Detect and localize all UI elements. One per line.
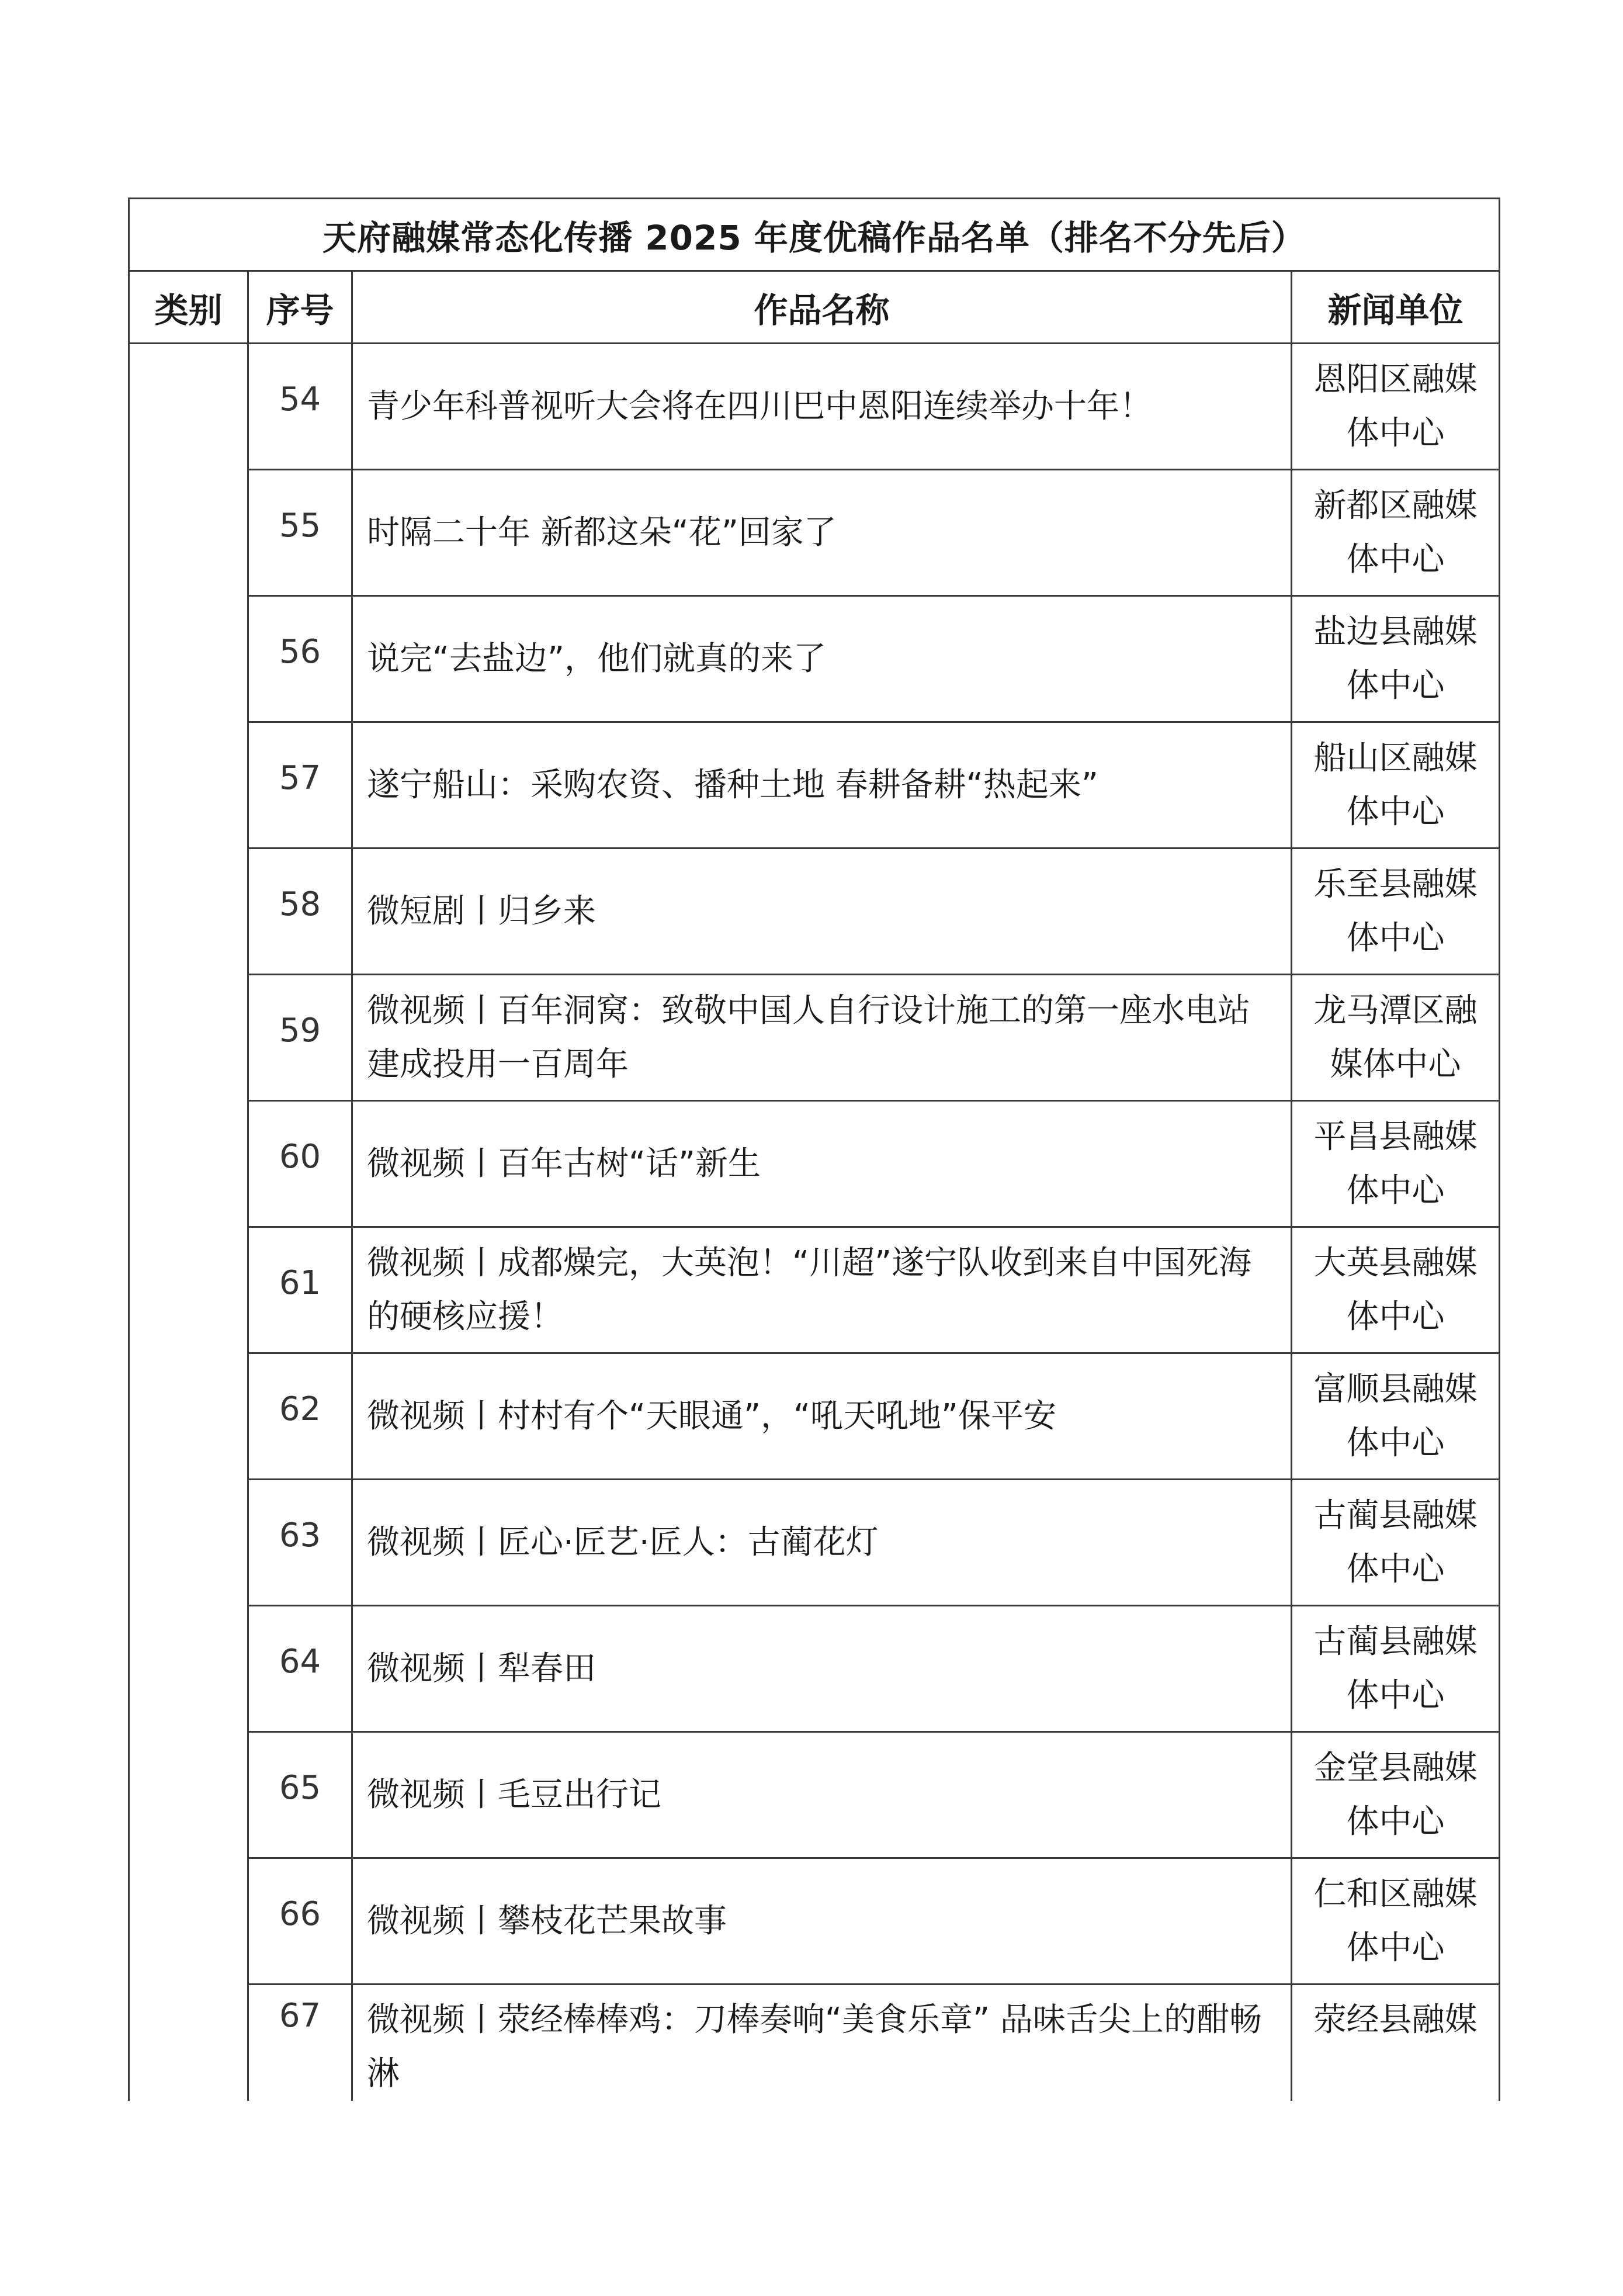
table-row	[129, 1353, 1500, 1480]
news-unit: 平昌县融媒体中心	[1292, 1101, 1500, 1227]
row-number: 64	[248, 1606, 352, 1732]
table-row	[129, 596, 1500, 722]
row-number: 58	[248, 849, 352, 975]
header-news-unit: 新闻单位	[1292, 271, 1500, 344]
work-title: 微视频丨荥经棒棒鸡：刀棒奏响“美食乐章” 品味舌尖上的酣畅淋	[352, 1985, 1292, 2101]
row-number: 60	[248, 1101, 352, 1227]
work-title: 说完“去盐边”，他们就真的来了	[352, 596, 1292, 722]
row-number: 67	[248, 1985, 352, 2101]
table-row	[129, 1101, 1500, 1227]
news-unit: 船山区融媒体中心	[1292, 722, 1500, 849]
table-row	[129, 849, 1500, 975]
work-title: 微视频丨匠心·匠艺·匠人：古蔺花灯	[352, 1480, 1292, 1606]
news-unit: 新都区融媒体中心	[1292, 470, 1500, 596]
news-unit: 仁和区融媒体中心	[1292, 1858, 1500, 1985]
row-number: 57	[248, 722, 352, 849]
work-title: 遂宁船山：采购农资、播种土地 春耕备耕“热起来”	[352, 722, 1292, 849]
row-number: 62	[248, 1353, 352, 1480]
table-row	[129, 344, 1500, 470]
table-row	[129, 975, 1500, 1101]
row-number: 56	[248, 596, 352, 722]
row-number: 61	[248, 1227, 352, 1353]
work-title: 时隔二十年 新都这朵“花”回家了	[352, 470, 1292, 596]
row-number: 66	[248, 1858, 352, 1985]
table-row	[129, 1858, 1500, 1985]
row-number: 65	[248, 1732, 352, 1858]
news-unit: 古蔺县融媒体中心	[1292, 1480, 1500, 1606]
row-number: 54	[248, 344, 352, 470]
work-title: 青少年科普视听大会将在四川巴中恩阳连续举办十年！	[352, 344, 1292, 470]
work-title: 微视频丨成都燥完，大英泡！“川超”遂宁队收到来自中国死海的硬核应援！	[352, 1227, 1292, 1353]
row-number: 63	[248, 1480, 352, 1606]
table-row	[129, 1227, 1500, 1353]
table-row	[129, 1480, 1500, 1606]
work-title: 微视频丨村村有个“天眼通”，“吼天吼地”保平安	[352, 1353, 1292, 1480]
row-number: 55	[248, 470, 352, 596]
work-title: 微视频丨百年古树“话”新生	[352, 1101, 1292, 1227]
row-number: 59	[248, 975, 352, 1101]
work-title: 微短剧丨归乡来	[352, 849, 1292, 975]
news-unit: 恩阳区融媒体中心	[1292, 344, 1500, 470]
news-unit: 乐至县融媒体中心	[1292, 849, 1500, 975]
table-row	[129, 1732, 1500, 1858]
work-title: 微视频丨犁春田	[352, 1606, 1292, 1732]
table-row	[129, 722, 1500, 849]
news-unit: 大英县融媒体中心	[1292, 1227, 1500, 1353]
news-unit: 古蔺县融媒体中心	[1292, 1606, 1500, 1732]
category-cell	[129, 344, 248, 2101]
table-row	[129, 470, 1500, 596]
award-list-table	[128, 198, 1500, 2101]
news-unit: 荥经县融媒	[1292, 1985, 1500, 2101]
work-title: 微视频丨毛豆出行记	[352, 1732, 1292, 1858]
work-title: 微视频丨百年洞窝：致敬中国人自行设计施工的第一座水电站建成投用一百周年	[352, 975, 1292, 1101]
header-work-title: 作品名称	[352, 271, 1292, 344]
news-unit: 金堂县融媒体中心	[1292, 1732, 1500, 1858]
table-row	[129, 1606, 1500, 1732]
news-unit: 龙马潭区融媒体中心	[1292, 975, 1500, 1101]
header-category: 类别	[129, 271, 248, 344]
news-unit: 富顺县融媒体中心	[1292, 1353, 1500, 1480]
work-title: 微视频丨攀枝花芒果故事	[352, 1858, 1292, 1985]
news-unit: 盐边县融媒体中心	[1292, 596, 1500, 722]
table-row	[129, 1985, 1500, 2101]
header-number: 序号	[248, 271, 352, 344]
table-title: 天府融媒常态化传播 2025 年度优稿作品名单（排名不分先后）	[129, 199, 1500, 271]
